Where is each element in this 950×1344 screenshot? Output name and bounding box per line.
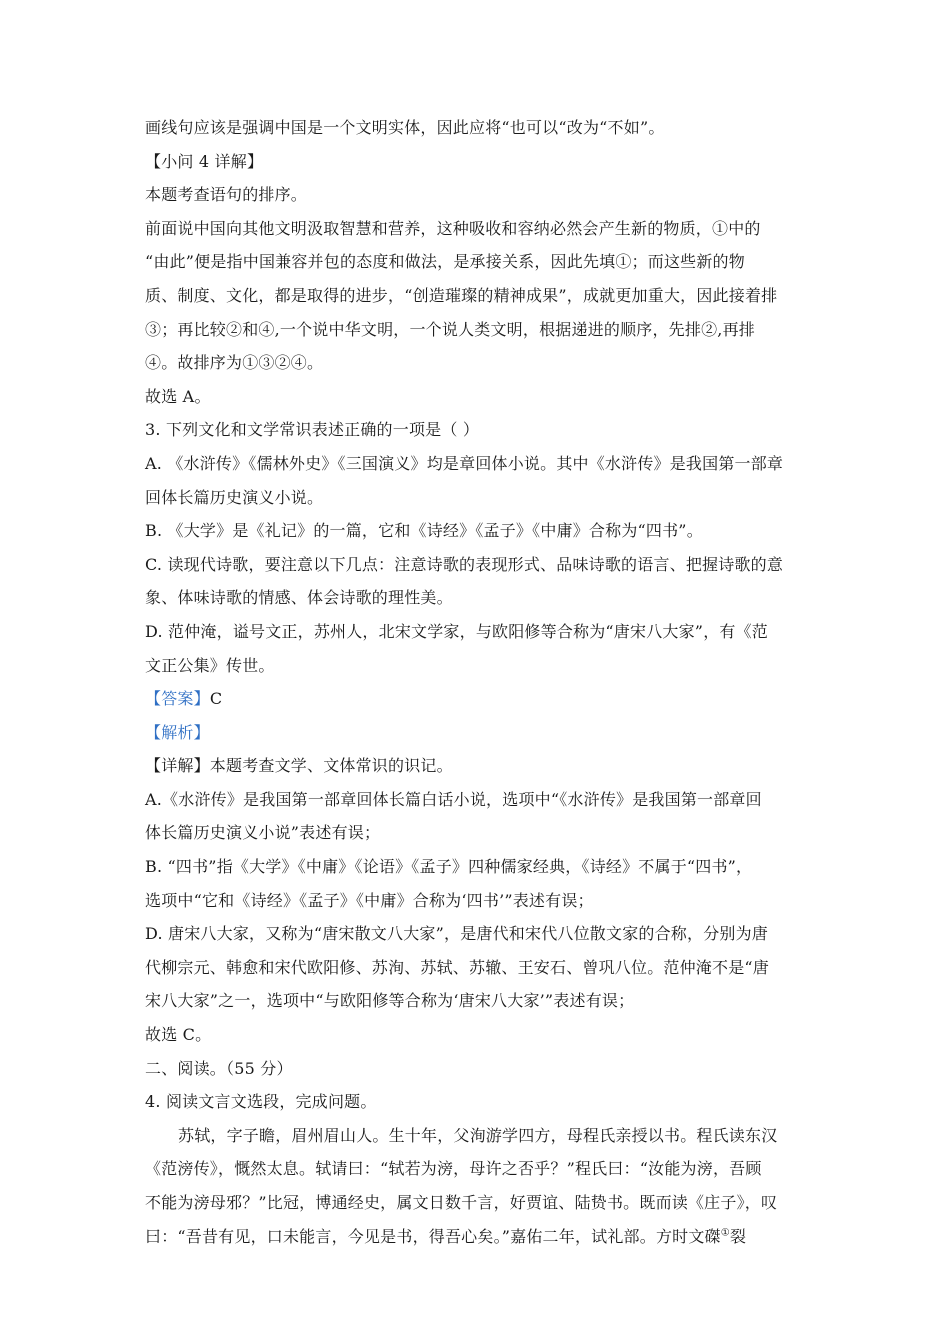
question-stem: 3. 下列文化和文学常识表述正确的一项是（ ）: [145, 420, 480, 440]
detail-line: A.《水浒传》是我国第一部章回体长篇白话小说，选项中“《水浒传》是我国第一部章回: [145, 789, 762, 809]
text-line: ④。故排序为①③②④。: [145, 353, 324, 373]
detail-line: B. “四书”指《大学》《中庸》《论语》《孟子》四种儒家经典，《诗经》不属于“四书”，: [145, 857, 753, 877]
option-d: D. 范仲淹，谥号文正，苏州人，北宋文学家，与欧阳修等合称为“唐宋八大家”，有《范: [145, 621, 768, 641]
detail-line: 体长篇历史演义小说”表述有误；: [145, 823, 381, 843]
passage-line: [145, 1220, 810, 1254]
option-d-cont: 文正公集》传世。: [145, 655, 275, 675]
text-line: “由此”便是指中国兼容并包的态度和做法，是承接关系，因此先填①；而这些新的物: [145, 252, 745, 272]
answer-value: C: [209, 689, 223, 709]
footnote-marker: ①: [720, 1227, 730, 1239]
passage-line: 苏轼，字子瞻，眉州眉山人。生十年，父洵游学四方，母程氏亲授以书。程氏读东汉: [178, 1125, 778, 1145]
detail-line: 【详解】本题考查文学、文体常识的识记。: [145, 756, 453, 776]
passage-line: 《范滂传》，慨然太息。轼请曰：“轼若为滂，母许之否乎？”程氏曰：“汝能为滂，吾顾: [145, 1159, 762, 1179]
option-a: A. 《水浒传》《儒林外史》《三国演义》均是章回体小说。其中《水浒传》是我国第一部章: [145, 453, 784, 473]
passage-text-end: 裂: [729, 1226, 747, 1246]
analysis-label: 【解析】: [145, 722, 210, 742]
text-line: ③；再比较②和④,一个说中华文明，一个说人类文明，根据递进的顺序，先排②,再排: [145, 319, 755, 339]
text-line: 故选 A。: [145, 386, 211, 406]
passage-text: 曰：“吾昔有见，口未能言，今见是书，得吾心矣。”嘉佑二年，试礼部。方时文磔: [145, 1226, 721, 1246]
section-heading: 【小问 4 详解】: [145, 151, 264, 171]
question-stem: 4. 阅读文言文选段，完成问题。: [145, 1092, 377, 1112]
text-line: 质、制度、文化，都是取得的进步，“创造璀璨的精神成果”，成就更加重大，因此接着排: [145, 285, 778, 305]
detail-line: 宋八大家”之一，选项中“与欧阳修等合称为‘唐宋八大家’”表述有误；: [145, 991, 635, 1011]
detail-line: 选项中“它和《诗经》《孟子》《中庸》合称为‘四书’”表述有误；: [145, 890, 594, 910]
option-c-cont: 象、体味诗歌的情感、体会诗歌的理性美。: [145, 588, 453, 608]
text-line: 画线句应该是强调中国是一个文明实体，因此应将“也可以“改为“不如”。: [145, 118, 665, 137]
detail-line: 代柳宗元、韩愈和宋代欧阳修、苏洵、苏轼、苏辙、王安石、曾巩八位。范仲淹不是“唐: [145, 957, 769, 977]
detail-line: 故选 C。: [145, 1025, 212, 1045]
detail-line: D. 唐宋八大家，又称为“唐宋散文八大家”，是唐代和宋代八位散文家的合称，分别为唐: [145, 924, 768, 944]
option-c: C. 读现代诗歌，要注意以下几点：注意诗歌的表现形式、品味诗歌的语言、把握诗歌的意: [145, 554, 784, 574]
option-a-cont: 回体长篇历史演义小说。: [145, 487, 324, 507]
text-line: 前面说中国向其他文明汲取智慧和营养，这种吸收和容纳必然会产生新的物质，①中的: [145, 218, 761, 238]
passage-line: 不能为滂母邪？”比冠，博通经史，属文日数千言，好贾谊、陆贽书。既而读《庄子》，叹: [145, 1193, 778, 1212]
answer-label: 【答案】: [145, 689, 210, 709]
section-title: 二、阅读。（55 分）: [145, 1058, 293, 1078]
text-line: 本题考查语句的排序。: [145, 185, 308, 205]
option-b: B. 《大学》是《礼记》的一篇，它和《诗经》《孟子》《中庸》合称为“四书”。: [145, 521, 703, 541]
document-body: [145, 111, 810, 1253]
answer-line: [145, 682, 810, 716]
